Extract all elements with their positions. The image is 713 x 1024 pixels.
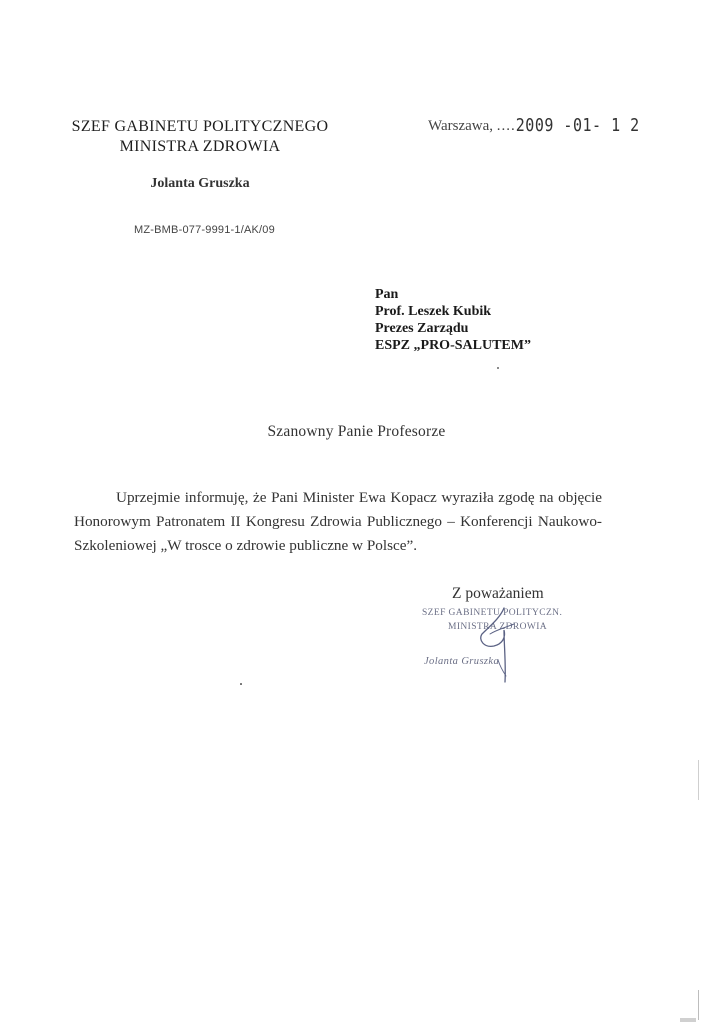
- sender-title-line2: MINISTRA ZDROWIA: [119, 138, 281, 155]
- scan-edge-mark: [680, 1018, 696, 1022]
- scan-speck: [240, 683, 242, 685]
- handwritten-signature-icon: [460, 604, 560, 684]
- greeting: Szanowny Panie Profesorze: [267, 423, 446, 440]
- closing: Z poważaniem: [452, 585, 544, 602]
- date-dots: ....: [496, 118, 516, 134]
- city-label: Warszawa,: [428, 118, 494, 134]
- recipient-name: Prof. Leszek Kubik: [375, 304, 492, 319]
- stamp-line3: Jolanta Gruszka: [424, 656, 500, 667]
- sender-name: Jolanta Gruszka: [150, 176, 250, 191]
- recipient-salutation: Pan: [375, 287, 399, 302]
- stamp-line1: SZEF GABINETU POLITYCZN.: [422, 608, 563, 618]
- stamped-date: 2009 -01- 1 2: [515, 114, 640, 136]
- scan-edge-mark: [698, 990, 699, 1020]
- scan-edge-mark: [698, 760, 699, 800]
- signature-stamp: [420, 604, 570, 684]
- stamp-line2: MINISTRA ZDROWIA: [448, 622, 548, 632]
- reference-number: MZ-BMB-077-9991-1/AK/09: [134, 224, 275, 236]
- recipient-position: Prezes Zarządu: [375, 321, 469, 336]
- letter-date: [428, 116, 640, 135]
- recipient-organization: ESPZ „PRO-SALUTEM”: [375, 338, 531, 353]
- body-paragraph: Uprzejmie informuję, że Pani Minister Ewa Kopacz wyraziła zgodę na objęcie Honorowym Patronatem II Kongresu Zdrowia Publicznego – Konferencji Naukowo-Szkoleniowej „W trosce o zdrowie publiczne w Polsce”.: [74, 489, 602, 554]
- scan-speck: [497, 367, 499, 369]
- letter-body: [74, 486, 602, 558]
- sender-title-line1: SZEF GABINETU POLITYCZNEGO: [71, 118, 329, 135]
